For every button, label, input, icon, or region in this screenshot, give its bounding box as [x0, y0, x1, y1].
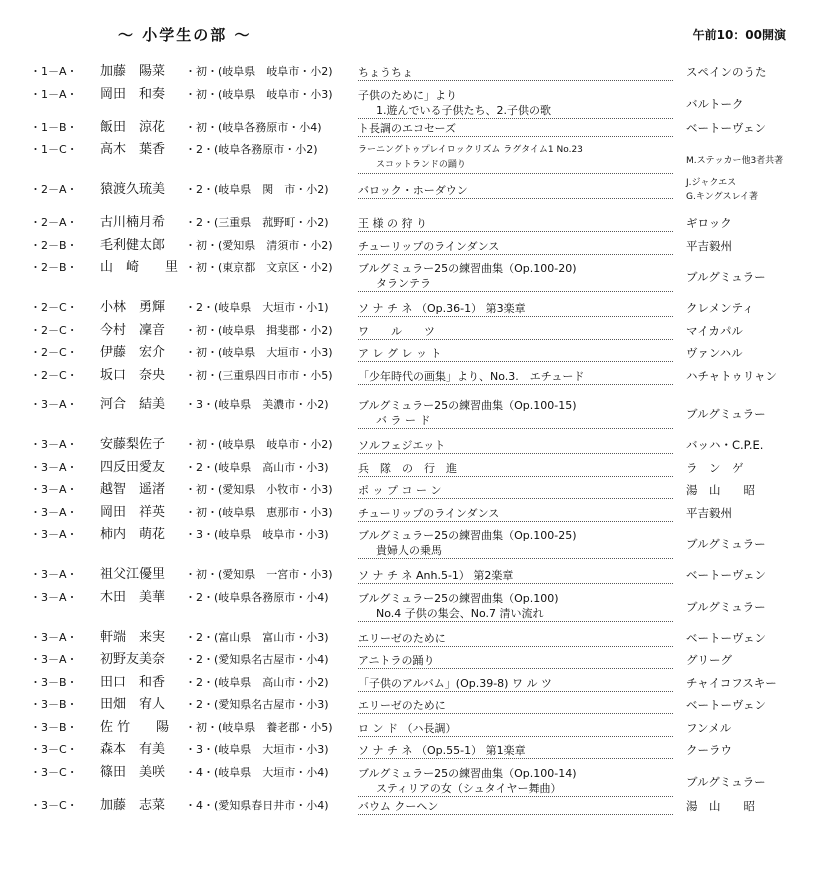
composer: [686, 698, 766, 712]
performer-class: ・3－A・: [30, 590, 78, 604]
piece-title: [358, 799, 673, 815]
piece-title: [358, 653, 673, 669]
composer-line: フンメル: [686, 720, 732, 735]
piece-title: [358, 568, 673, 584]
composer-line: J.ジャクエス: [686, 178, 737, 188]
performer-class: ・2－C・: [30, 301, 78, 314]
performer-row: [0, 650, 836, 673]
piece-title: [358, 143, 673, 174]
composer-line: M.ステッカー他3者共著: [686, 156, 784, 166]
piece-title: [358, 461, 673, 477]
performer-name: 越智 遥渚: [100, 482, 166, 497]
piece-line: エリーゼのために: [358, 631, 446, 645]
performer-row: [0, 62, 836, 85]
performer-name: 坂口 奈央: [100, 367, 166, 383]
performer-info: ・初・(岐阜県 恵那市・小3): [185, 505, 333, 519]
performer-class: ・2－C・: [30, 346, 78, 359]
performer-class: ・1－A・: [30, 65, 78, 78]
piece-title: [358, 261, 673, 292]
composer-line: スペインのうた: [686, 65, 767, 79]
performer-row: [0, 435, 836, 458]
piece-subtitle: タランテラ: [376, 277, 431, 290]
performer-info: ・2・(岐阜県 関 市・小2): [185, 183, 329, 196]
piece-subtitle: 貴婦人の乗馬: [376, 544, 442, 557]
performer-class: ・1－B・: [30, 120, 78, 134]
performer-class: ・3－A・: [30, 483, 78, 496]
piece-line: ブルグミュラー25の練習曲集（Op.100): [358, 591, 559, 605]
composer-line: G.キングスレイ著: [686, 192, 759, 202]
piece-line: エリーゼのために: [358, 699, 446, 712]
performer-info: ・初・(愛知県 清須市・小2): [185, 238, 333, 252]
piece-line: 「子供のアルバム」(Op.39-8) ワ ル ツ: [358, 676, 552, 690]
composer-line: クーラウ: [686, 743, 732, 757]
performer-info: ・初・(岐阜各務原市・小4): [185, 120, 322, 134]
performer-name: 岡田 和奏: [100, 86, 166, 102]
performer-name: 安藤梨佐子: [100, 437, 166, 452]
piece-line: ブルグミュラー25の練習曲集（Op.100-20): [358, 262, 577, 275]
composer-line: バッハ・C.P.E.: [686, 438, 764, 452]
composer: [686, 65, 767, 79]
performer-info: ・初・(愛知県 一宮市・小3): [185, 568, 333, 581]
composer-line: ブルグミュラー: [686, 537, 766, 551]
composer: [686, 154, 783, 168]
composer-line: ベートーヴェン: [686, 120, 767, 135]
piece-line: ブルグミュラー25の練習曲集（Op.100-15): [358, 399, 577, 412]
composer: [686, 301, 754, 315]
performer-row: [0, 695, 836, 718]
composer-line: 平吉毅州: [686, 238, 732, 253]
performer-class: ・3－B・: [30, 698, 78, 711]
composer: [686, 438, 763, 452]
composer-line: 湯 山 昭: [686, 483, 755, 497]
performer-info: ・4・(愛知県春日井市・小4): [185, 798, 329, 812]
piece-title: [358, 698, 673, 714]
composer-line: ブルグミュラー: [686, 407, 766, 421]
performer-name: 初野友美奈: [100, 652, 166, 667]
piece-line: ロ ン ド （ハ長調）: [358, 721, 457, 735]
composer-line: ラ ン ゲ: [686, 460, 744, 475]
performer-class: ・2－A・: [30, 216, 78, 229]
piece-line: ソ ナ チ ネ （Op.36-1） 第3楽章: [358, 302, 526, 315]
piece-title: [358, 239, 673, 255]
composer-line: ヴァンハル: [686, 346, 743, 360]
performer-name: 古川楠月希: [100, 215, 166, 230]
composer-line: ギロック: [686, 216, 732, 230]
piece-title: [358, 631, 673, 647]
performer-row: [0, 366, 836, 389]
performer-name: 山 崎 里: [100, 260, 179, 275]
composer: [686, 799, 755, 813]
performer-name: 加藤 志菜: [100, 797, 166, 813]
piece-title: [358, 183, 673, 199]
piece-line: ワ ル ツ: [358, 324, 435, 338]
piece-title: [358, 346, 673, 362]
piece-title: [358, 301, 673, 317]
performer-class: ・3－A・: [30, 398, 78, 411]
performer-class: ・2－A・: [30, 183, 78, 196]
piece-line: ソ ナ チ ネ （Op.55-1） 第1楽章: [358, 744, 526, 757]
piece-line: 兵 隊 の 行 進: [358, 461, 457, 475]
piece-title: [358, 676, 673, 692]
piece-title: [358, 743, 673, 759]
performer-name: 佐 竹 陽: [100, 719, 170, 735]
piece-title: [358, 121, 673, 137]
composer-line: 湯 山 昭: [686, 798, 755, 813]
composer: [686, 369, 777, 383]
performer-class: ・2－C・: [30, 368, 78, 382]
piece-line: ポ ッ プ コ ー ン: [358, 484, 442, 497]
performer-name: 河合 結美: [100, 397, 166, 412]
section-title: ～ 小学生の部 ～: [118, 26, 252, 44]
performer-row: [0, 503, 836, 526]
piece-line: 「少年時代の画集」より、No.3. エチュード: [358, 369, 585, 383]
performer-name: 軒端 来実: [100, 629, 166, 645]
performer-name: 岡田 祥英: [100, 504, 166, 520]
performer-class: ・1－A・: [30, 87, 78, 101]
performer-info: ・4・(岐阜県 大垣市・小4): [185, 765, 329, 779]
performer-name: 田畑 宥人: [100, 697, 166, 712]
performer-info: ・初・(三重県四日市市・小5): [185, 368, 333, 382]
performer-class: ・3－C・: [30, 765, 78, 779]
composer-line: バルトーク: [686, 96, 744, 111]
piece-line: ア レ グ レ ッ ト: [358, 347, 442, 360]
composer: [686, 676, 777, 690]
performer-info: ・2・(愛知県名古屋市・小3): [185, 698, 329, 711]
performer-class: ・3－A・: [30, 653, 78, 666]
composer: [686, 721, 731, 735]
composer-line: ハチャトゥリャン: [686, 368, 778, 383]
performer-name: 毛利健太郎: [100, 237, 166, 253]
piece-line: ト長調のエコセーズ: [358, 121, 457, 135]
performer-name: 柿内 萌花: [100, 527, 166, 542]
piece-line: ソルフェジエット: [358, 439, 446, 452]
piece-title: [358, 721, 673, 737]
performer-row: [0, 740, 836, 763]
performer-info: ・2・(愛知県名古屋市・小4): [185, 653, 329, 666]
performer-row: [0, 343, 836, 366]
performer-info: ・2・(岐阜県各務原市・小4): [185, 590, 329, 604]
composer: [686, 568, 766, 582]
performer-row: [0, 118, 836, 141]
performer-info: ・初・(岐阜県 岐阜市・小2): [185, 65, 333, 78]
composer: [686, 324, 743, 338]
piece-line: 子供のために」より: [358, 88, 457, 102]
composer-line: チャイコフスキー: [686, 675, 777, 690]
composer: [686, 346, 743, 360]
composer: [686, 97, 744, 111]
piece-title: [358, 65, 673, 81]
composer-line: ベートーヴェン: [686, 568, 767, 582]
composer: [686, 216, 732, 230]
performer-name: 田口 和香: [100, 674, 166, 690]
performer-name: 祖父江優里: [100, 567, 166, 582]
performer-row: [0, 298, 836, 321]
composer-line: ブルグミュラー: [686, 270, 766, 284]
performer-info: ・初・(岐阜県 岐阜市・小3): [185, 87, 333, 101]
composer-line: 平吉毅州: [686, 505, 732, 520]
composer-line: ブルグミュラー: [686, 599, 766, 614]
performer-row: [0, 718, 836, 741]
performer-class: ・2－B・: [30, 238, 78, 252]
performer-info: ・初・(岐阜県 大垣市・小3): [185, 346, 333, 359]
performer-row: [0, 628, 836, 651]
piece-title: [358, 369, 673, 385]
piece-line: ソ ナ チ ネ Anh.5-1） 第2楽章: [358, 569, 514, 582]
composer: [686, 600, 766, 614]
composer-line: ベートーヴェン: [686, 698, 767, 712]
performer-class: ・3－A・: [30, 528, 78, 541]
piece-title: [358, 88, 673, 119]
piece-line: バウム クーヘン: [358, 799, 439, 813]
performer-name: 高木 葉香: [100, 142, 166, 157]
performer-name: 飯田 涼花: [100, 119, 166, 135]
piece-line: チューリップのラインダンス: [358, 239, 500, 253]
performer-class: ・3－A・: [30, 438, 78, 451]
composer: [686, 176, 758, 204]
composer-line: グリーグ: [686, 653, 732, 667]
piece-subtitle: バ ラ ー ド: [376, 414, 431, 427]
composer: [686, 483, 755, 497]
performer-info: ・2・(富山県 富山市・小3): [185, 630, 329, 644]
composer: [686, 461, 744, 475]
piece-line: ラーニングトゥプレイロックリズム ラグタイム1 No.23: [358, 145, 583, 155]
performer-row: [0, 213, 836, 236]
piece-line: アニトラの踊り: [358, 654, 435, 667]
performer-info: ・3・(岐阜県 岐阜市・小3): [185, 528, 329, 541]
performer-class: ・2－C・: [30, 323, 78, 337]
performer-row: [0, 321, 836, 344]
performer-class: ・3－A・: [30, 568, 78, 581]
performer-row: [0, 525, 836, 558]
composer: [686, 239, 732, 253]
performer-class: ・3－A・: [30, 630, 78, 644]
composer: [686, 537, 766, 551]
piece-title: [358, 591, 673, 622]
performer-info: ・2・(岐阜各務原市・小2): [185, 143, 318, 156]
performer-info: ・初・(愛知県 小牧市・小3): [185, 483, 333, 496]
performer-info: ・初・(岐阜県 揖斐郡・小2): [185, 323, 333, 337]
performer-row: [0, 395, 836, 428]
composer: [686, 653, 732, 667]
performer-row: [0, 236, 836, 259]
performer-info: ・2・(岐阜県 高山市・小2): [185, 675, 329, 689]
performer-row: [0, 85, 836, 118]
performer-row: [0, 458, 836, 481]
piece-title: [358, 398, 673, 429]
composer: [686, 743, 732, 757]
performer-name: 猿渡久琉美: [100, 182, 166, 197]
composer-line: ブルグミュラー: [686, 774, 766, 789]
performer-info: ・3・(岐阜県 美濃市・小2): [185, 398, 329, 411]
composer-line: マイカパル: [686, 323, 743, 338]
performer-info: ・2・(三重県 菰野町・小2): [185, 216, 329, 229]
piece-line: ブルグミュラー25の練習曲集（Op.100-25): [358, 529, 577, 542]
piece-line: ブルグミュラー25の練習曲集（Op.100-14): [358, 766, 577, 780]
performer-row: [0, 796, 836, 819]
composer: [686, 270, 766, 284]
performer-list: [0, 62, 836, 818]
performer-class: ・3－B・: [30, 675, 78, 689]
composer: [686, 407, 766, 421]
composer-line: クレメンティ: [686, 301, 754, 315]
performer-class: ・3－A・: [30, 460, 78, 474]
piece-line: 王 様 の 狩 り: [358, 217, 427, 230]
performer-name: 加藤 陽菜: [100, 64, 166, 79]
performer-class: ・2－B・: [30, 261, 78, 274]
composer: [686, 121, 766, 135]
performer-row: [0, 480, 836, 503]
performer-row: [0, 140, 836, 173]
performer-name: 森本 有美: [100, 742, 166, 757]
performer-row: [0, 565, 836, 588]
composer-line: ベートーヴェン: [686, 630, 767, 645]
piece-line: ちょうちょ: [358, 66, 413, 79]
performer-name: 篠田 美咲: [100, 764, 166, 780]
performer-info: ・初・(東京都 文京区・小2): [185, 261, 333, 274]
piece-title: [358, 438, 673, 454]
performer-name: 今村 凜音: [100, 322, 166, 338]
performer-info: ・初・(岐阜県 養老郡・小5): [185, 720, 333, 734]
performer-info: ・3・(岐阜県 大垣市・小3): [185, 743, 329, 756]
piece-title: [358, 766, 673, 797]
performer-row: [0, 763, 836, 796]
performer-row: [0, 673, 836, 696]
composer: [686, 775, 766, 789]
piece-line: バロック・ホーダウン: [358, 184, 468, 197]
performer-name: 四反田愛友: [100, 459, 166, 475]
piece-title: [358, 483, 673, 499]
piece-subtitle: スコットランドの踊り: [376, 160, 466, 170]
piece-line: チューリップのラインダンス: [358, 506, 500, 520]
piece-title: [358, 506, 673, 522]
performer-name: 木田 美華: [100, 589, 166, 605]
performer-name: 小林 勇輝: [100, 300, 166, 315]
performer-class: ・3－A・: [30, 505, 78, 519]
performer-class: ・1－C・: [30, 143, 78, 156]
piece-title: [358, 528, 673, 559]
start-time: 午前10：00開演: [692, 28, 786, 42]
piece-title: [358, 216, 673, 232]
composer: [686, 506, 732, 520]
performer-class: ・3－C・: [30, 743, 78, 756]
piece-subtitle: No.4 子供の集会、No.7 清い流れ: [376, 606, 544, 620]
piece-title: [358, 324, 673, 340]
performer-row: [0, 258, 836, 291]
performer-row: [0, 180, 836, 213]
performer-row: [0, 588, 836, 621]
piece-subtitle: 1.遊んでいる子供たち、2.子供の歌: [376, 103, 551, 117]
performer-class: ・3－B・: [30, 720, 78, 734]
performer-info: ・2・(岐阜県 大垣市・小1): [185, 301, 329, 314]
performer-name: 伊藤 宏介: [100, 345, 166, 360]
performer-info: ・初・(岐阜県 岐阜市・小2): [185, 438, 333, 451]
composer: [686, 631, 766, 645]
piece-subtitle: スティリアの女（シュタイヤー舞曲）: [376, 781, 562, 795]
performer-info: ・2・(岐阜県 高山市・小3): [185, 460, 329, 474]
performer-class: ・3－C・: [30, 798, 78, 812]
